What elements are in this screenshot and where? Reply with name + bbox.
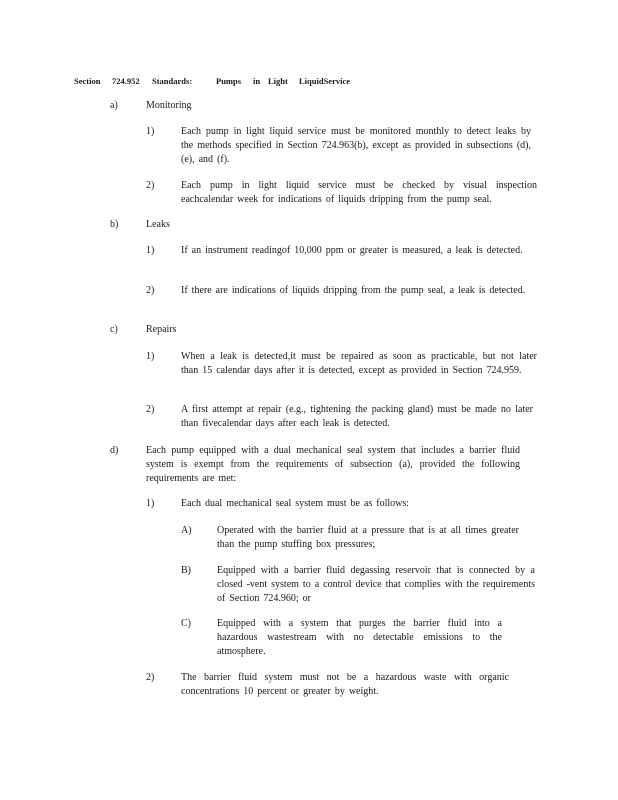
subitem-d1c-label: C) (181, 618, 191, 629)
item-b1-text: If an instrument readingof 10,000 ppm or greater is measured, a leak is detected. (181, 245, 523, 256)
heading-word-light: Light (268, 76, 288, 86)
item-a2-text: Each pump in light liquid service must be checked by visual inspection eachcalendar week for indications of liquids dripping from the pump seal. (181, 180, 537, 205)
item-a1-label: 1) (146, 126, 155, 137)
item-d1-label: 1) (146, 498, 155, 509)
section-label: Section (74, 76, 101, 86)
item-b2-text: If there are indications of liquids dripping from the pump seal, a leak is detected. (181, 285, 526, 296)
item-b2-label: 2) (146, 285, 155, 296)
standards-label: Standards: (152, 76, 193, 86)
item-a1-text: Each pump in light liquid service must be monitored monthly to detect leaks by the methods specified in Section 724.963(b), except as provided in subsections (d), (e), and (f). (181, 126, 531, 165)
subsection-a-title: Monitoring (146, 100, 192, 111)
subsection-a-label: a) (110, 100, 118, 111)
section-number: 724.952 (112, 76, 140, 86)
subitem-d1c-text: Equipped with a system that purges the barrier fluid into a hazardous wastestream with no detectable emissions to the atmosphere. (217, 618, 502, 657)
item-c1-text: When a leak is detected,it must be repaired as soon as practicable, but not later than 15 calendar days after it is detected, except as provided in Section 724.959. (181, 351, 537, 376)
heading-word-in: in (253, 76, 261, 86)
item-b1-label: 1) (146, 245, 155, 256)
subitem-d1b-label: B) (181, 565, 191, 576)
subsection-c-label: c) (110, 324, 118, 335)
item-d2-text: The barrier fluid system must not be a hazardous waste with organic concentrations 10 percent or greater by weight. (181, 672, 509, 697)
item-c1-label: 1) (146, 351, 155, 362)
item-c2-label: 2) (146, 404, 155, 415)
item-a2-label: 2) (146, 180, 155, 191)
heading-word-pumps: Pumps (216, 76, 242, 86)
subsection-b-label: b) (110, 219, 119, 230)
item-d2-label: 2) (146, 672, 155, 683)
item-d1-text: Each dual mechanical seal system must be as follows: (181, 498, 410, 509)
subsection-b-title: Leaks (146, 219, 170, 230)
subsection-c-title: Repairs (146, 324, 177, 335)
subitem-d1b-text: Equipped with a barrier fluid degassing reservoir that is connected by a closed -vent system to a control device that complies with the requirements of Section 724.960; or (217, 565, 535, 604)
subsection-d-label: d) (110, 445, 119, 456)
heading-word-liquid-service: LiquidService (299, 76, 351, 86)
section-heading (0, 76, 618, 88)
subitem-d1a-text: Operated with the barrier fluid at a pressure that is at all times greater than the pump stuffing box pressures; (217, 525, 519, 550)
item-c2-text: A first attempt at repair (e.g., tightening the packing gland) must be made no later than fivecalendar days after each leak is detected. (181, 404, 533, 429)
subsection-d-text: Each pump equipped with a dual mechanical seal system that includes a barrier fluid system is exempt from the requirements of subsection (a), provided the following requirements are met: (146, 445, 520, 484)
subitem-d1a-label: A) (181, 525, 192, 536)
